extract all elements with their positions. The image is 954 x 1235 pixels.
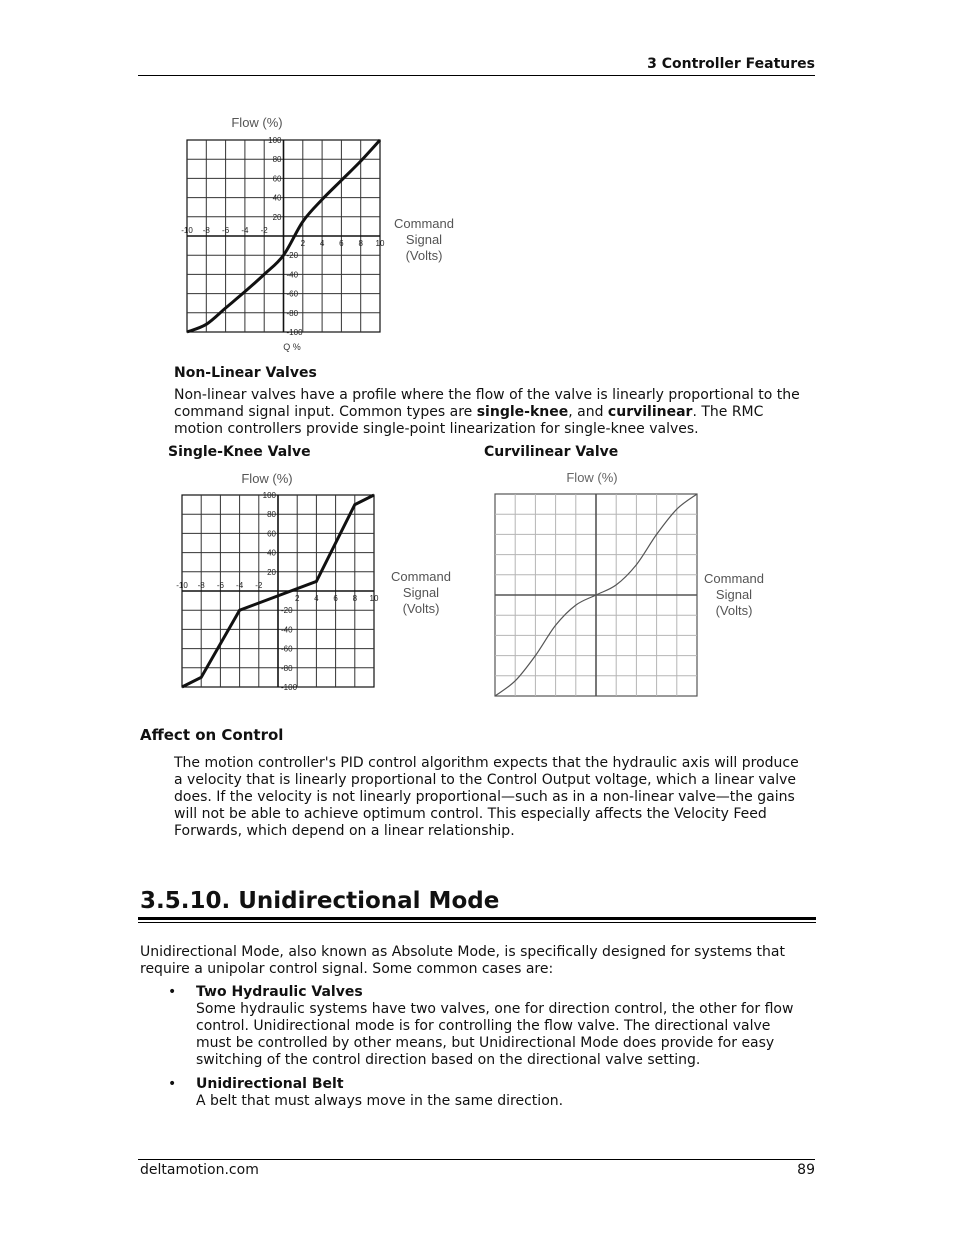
section-rule-thin	[138, 922, 816, 923]
x-tick-label: -2	[260, 226, 268, 235]
affect-heading: Affect on Control	[140, 726, 284, 744]
y-tick-label: -40	[286, 270, 299, 280]
single-knee-chart	[170, 466, 460, 696]
axis-title-line3: (Volts)	[405, 248, 443, 263]
single-knee-caption: Single-Knee Valve	[168, 444, 311, 460]
bullet-dot: •	[168, 1076, 177, 1092]
linear-valve-chart	[175, 110, 465, 355]
footer-site: deltamotion.com	[140, 1162, 259, 1178]
x-tick-label: 8	[352, 594, 358, 603]
curvilinear-caption: Curvilinear Valve	[484, 444, 619, 460]
bullet-title: Unidirectional Belt	[196, 1076, 344, 1092]
x-tick-label: 6	[339, 239, 344, 248]
nonlinear-paragraph	[174, 387, 814, 438]
y-tick-label: -40	[281, 625, 293, 635]
y-tick-label: 20	[272, 212, 282, 222]
y-tick-label: 100	[268, 136, 282, 145]
x-tick-label: 10	[375, 239, 385, 248]
bullet-dot: •	[168, 984, 177, 1000]
section-rule	[138, 917, 816, 920]
chart-title: Flow (%)	[231, 115, 283, 130]
axis-title-line1: Command	[394, 216, 454, 231]
chart-title: Flow (%)	[566, 470, 618, 485]
y-tick-label: 20	[267, 567, 276, 577]
section-title: 3.5.10. Unidirectional Mode	[140, 888, 500, 914]
x-tick-label: -10	[181, 226, 193, 235]
para-bold-single-knee: single-knee	[476, 404, 569, 420]
y-tick-label: 40	[272, 193, 282, 203]
para-text: . The RMC motion controllers provide single-point linearization for single-knee valves.	[174, 404, 764, 437]
x-tick-label: -4	[241, 226, 249, 235]
axis-title-line2: Signal	[405, 232, 443, 247]
x-tick-label: -8	[197, 581, 205, 590]
bullet-text: A belt that must always move in the same direction.	[196, 1093, 564, 1109]
bullet-text: Some hydraulic systems have two valves, one for direction control, the other for flow control. Unidirectional mode is for controlling the flow valve. The directional valve must be controlled by other means, but Unidirectional Mode does provide for easy switching of the control direction based on the directional valve setting.	[196, 1001, 794, 1068]
nonlinear-heading: Non-Linear Valves	[174, 365, 317, 381]
x-tick-label: 10	[369, 594, 379, 603]
x-tick-label: -6	[222, 226, 230, 235]
x-tick-label: 2	[294, 594, 300, 603]
para-text: , and	[568, 404, 608, 420]
x-tick-label: 6	[333, 594, 338, 603]
x-tick-label: -8	[202, 226, 210, 235]
y-tick-label: -80	[286, 308, 299, 318]
para-text: Non-linear valves have a profile where the flow of the valve is linearly proportional to the command signal input. Common types are	[174, 387, 800, 420]
y-tick-label: -60	[286, 289, 299, 299]
y-tick-label: -100	[281, 683, 298, 692]
y-tick-label: 60	[272, 174, 282, 184]
axis-title-line2: Signal	[402, 585, 440, 600]
y-tick-label: -60	[281, 644, 293, 654]
axis-title-line2: Signal	[715, 587, 753, 602]
axis-title-line3: (Volts)	[715, 603, 753, 618]
y-tick-label: 80	[272, 155, 282, 165]
y-tick-label: -100	[286, 328, 303, 337]
footer-rule	[138, 1159, 815, 1160]
axis-title-line3: (Volts)	[402, 601, 440, 616]
x-tick-label: 4	[319, 239, 325, 248]
affect-paragraph: The motion controller's PID control algorithm expects that the hydraulic axis will produce a velocity that is linearly proportional to the Control Output voltage, which a linear valve does. If the velocity is not linearly proportional—such as in a non-linear valve—the gains will not be able to achieve optimum control. This especially affects the Velocity Feed Forwards, which depend on a linear relationship.	[174, 755, 799, 839]
y-tick-label: 40	[267, 548, 276, 558]
page-number: 89	[797, 1162, 815, 1178]
curvilinear-chart	[485, 466, 765, 701]
header-rule	[138, 75, 815, 76]
para-bold-curvilinear: curvilinear	[607, 404, 693, 420]
y-tick-label: 60	[267, 529, 276, 539]
y-tick-label: 100	[262, 491, 276, 500]
x-tick-label: 2	[300, 239, 306, 248]
x-tick-label: 8	[358, 239, 363, 248]
chart-title: Flow (%)	[241, 471, 293, 486]
y-tick-label: -80	[281, 663, 293, 673]
below-label: Q %	[283, 342, 301, 352]
x-tick-label: 4	[314, 594, 319, 603]
x-tick-label: -2	[255, 581, 263, 590]
axis-title-line1: Command	[391, 569, 451, 584]
x-tick-label: -10	[176, 581, 188, 590]
running-header: 3 Controller Features	[647, 56, 815, 72]
x-tick-label: -6	[216, 581, 224, 590]
y-tick-label: 80	[267, 510, 276, 520]
x-tick-label: -4	[236, 581, 244, 590]
y-tick-label: -20	[286, 251, 299, 261]
bullet-title: Two Hydraulic Valves	[196, 984, 363, 1000]
y-tick-label: -20	[281, 606, 293, 616]
axis-title-line1: Command	[704, 571, 764, 586]
section-intro: Unidirectional Mode, also known as Absolute Mode, is specifically designed for systems that require a unipolar control signal. Some common cases are:	[140, 944, 785, 977]
